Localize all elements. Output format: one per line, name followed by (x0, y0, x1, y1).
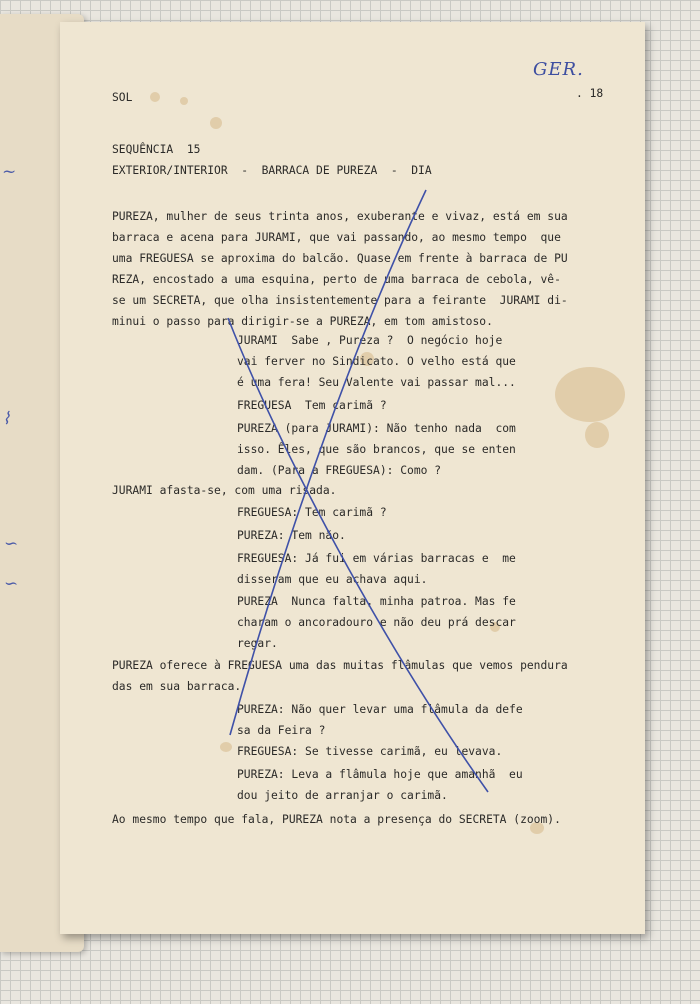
action-line: uma FREGUESA se aproxima do balcão. Quase em frente à barraca de PU (112, 252, 568, 265)
page-header-left: SOL (112, 91, 133, 104)
action-line: PUREZA, mulher de seus trinta anos, exuberante e vivaz, está em sua (112, 210, 568, 223)
handwriting-scribble: ∽ (4, 534, 19, 554)
sequence-number: SEQUÊNCIA 15 (112, 143, 201, 156)
dialogue-line: PUREZA: Tem não. (237, 529, 346, 542)
stain (555, 367, 625, 422)
action-line: PUREZA oferece à FREGUESA uma das muitas flâmulas que vemos pendura (112, 659, 568, 672)
dialogue-line: PUREZA Nunca falta, minha patroa. Mas fe (237, 595, 516, 608)
stain (220, 742, 232, 752)
dialogue-line: PUREZA: Leva a flâmula hoje que amanhã eu (237, 768, 523, 781)
action-line: se um SECRETA, que olha insistentemente para a feirante JURAMI di- (112, 294, 568, 307)
handwritten-annotation: GER. (533, 59, 584, 80)
action-line: JURAMI afasta-se, com uma risada. (112, 484, 337, 497)
stain (180, 97, 188, 105)
dialogue-line: regar. (237, 637, 278, 650)
stain (150, 92, 160, 102)
stain (585, 422, 609, 448)
dialogue-line: dam. (Para a FREGUESA): Como ? (237, 464, 442, 477)
dialogue-line: isso. Êles, que são brancos, que se enten (237, 443, 516, 456)
dialogue-line: FREGUESA Tem carimã ? (237, 399, 387, 412)
dialogue-line: FREGUESA: Tem carimã ? (237, 506, 387, 519)
handwriting-scribble: ∽ (4, 574, 19, 594)
handwriting-scribble: ⌇ (2, 409, 11, 429)
dialogue-line: charam o ancoradouro e não deu prá descar (237, 616, 516, 629)
handwriting-scribble: ~ (2, 162, 17, 182)
sequence-location: EXTERIOR/INTERIOR - BARRACA DE PUREZA - DIA (112, 164, 432, 177)
action-line: minui o passo para dirigir-se a PUREZA, em tom amistoso. (112, 315, 493, 328)
page-number: . 18 (576, 87, 604, 100)
action-line: Ao mesmo tempo que fala, PUREZA nota a presença do SECRETA (zoom). (112, 813, 561, 826)
dialogue-line: JURAMI Sabe , Pureza ? O negócio hoje (237, 334, 503, 347)
dialogue-line: FREGUESA: Se tivesse carimã, eu levava. (237, 745, 503, 758)
dialogue-line: sa da Feira ? (237, 724, 326, 737)
action-line: das em sua barraca. (112, 680, 242, 693)
dialogue-line: FREGUESA: Já fui em várias barracas e me (237, 552, 516, 565)
dialogue-line: disseram que eu achava aqui. (237, 573, 428, 586)
dialogue-line: PUREZA (para JURAMI): Não tenho nada com (237, 422, 516, 435)
dialogue-line: vai ferver no Sindicato. O velho está que (237, 355, 516, 368)
dialogue-line: é uma fera! Seu Valente vai passar mal... (237, 376, 516, 389)
action-line: barraca e acena para JURAMI, que vai passando, ao mesmo tempo que (112, 231, 561, 244)
action-line: REZA, encostado a uma esquina, perto de uma barraca de cebola, vê- (112, 273, 561, 286)
dialogue-line: PUREZA: Não quer levar uma flâmula da defe (237, 703, 523, 716)
stain (210, 117, 222, 129)
dialogue-line: dou jeito de arranjar o carimã. (237, 789, 448, 802)
